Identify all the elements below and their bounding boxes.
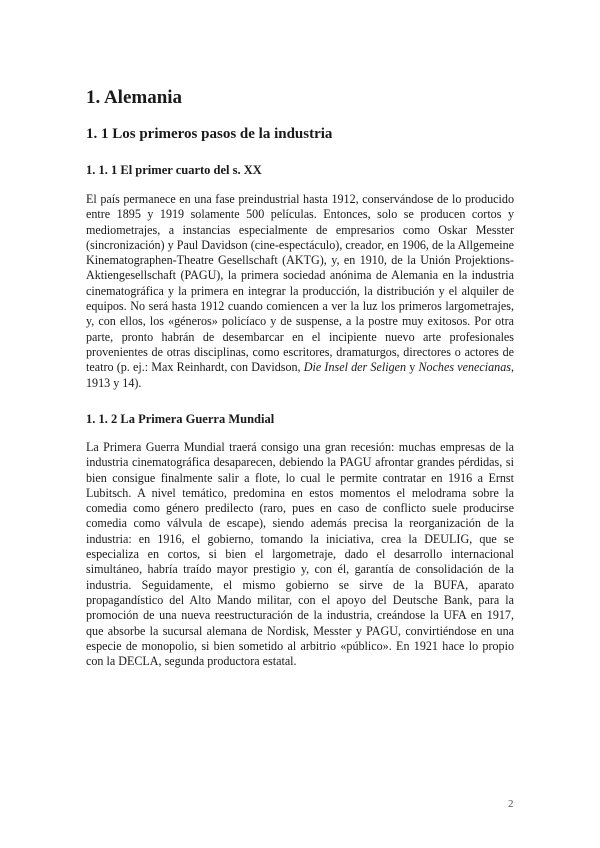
- subsection-title-1: 1. 1. 1 El primer cuarto del s. XX: [86, 163, 262, 177]
- paragraph-text-c: , 1913 y 14).: [86, 360, 514, 390]
- subsection-title-2: 1. 1. 2 La Primera Guerra Mundial: [86, 412, 275, 426]
- film-title-1: Die Insel der Seligen: [303, 360, 407, 375]
- chapter-title: 1. Alemania: [86, 87, 183, 108]
- section-title: 1. 1 Los primeros pasos de la industria: [86, 126, 333, 142]
- subsection-2-paragraph: La Primera Guerra Mundial traerá consigo una gran recesión: muchas empresas de la industria cinematográfica desaparecen, debiendo la PAGU afrontar grandes pérdidas, si bien consigue finalmente salir a flote, lo cual le permite contratar en 1916 a Ernst Lubitsch. A nivel temático, predomina en estos momentos el melodrama sobre la comedia como género predilecto (raro, pues en caso de conflicto suele producirse comedia como válvula de escape), siendo además precisa la reorganización de la industria: en 1916, el gobierno, tomando la iniciativa, crea la DEULIG, que se especializa en cortos, si bien el largometraje, dado el desarrollo internacional simultáneo, habría traído mayor prestigio y, con él, garantía de consolidación de la industria. Seguidamente, el mismo gobierno se sirve de la BUFA, aparato propagandístico del Alto Mando militar, con el apoyo del Deutsche Bank, para la promoción de una nueva reestructuración de la industria, creándose la UFA en 1917, que absorbe la sucursal alemana de Nordisk, Messter y PAGU, convirtiéndose en una especie de monopolio, si bien sometido al arbitrio «público». En 1921 hace lo propio con la DECLA, segunda productora estatal.: [86, 440, 514, 669]
- page-number: 2: [508, 798, 514, 810]
- paragraph-text-a: El país permanece en una fase preindustrial hasta 1912, conservándose de lo producido entre 1895 y 1919 solamente 500 películas. Entonces, solo se producen cortos y mediometrajes, a instancias especialmente de empresarios como Oskar Messter (sincronización) y Paul Davidson (cine-espectáculo), creador, en 1906, de la Allgemeine Kinematographen-Theatre Gesellschaft (AKTG), y, en 1910, de la Unión Projektions-Aktiengesellschaft (PAGU), la primera sociedad anónima de Alemania en la industria cinematográfica y la primera en integrar la producción, la distribución y el alquiler de equipos. No será hasta 1912 cuando comiencen a ver la luz los primeros largometrajes, y, con ellos, los «géneros» policíaco y de suspense, a la postre muy exitosos. Por otra parte, pronto habrán de desembarcar en el incipiente nuevo arte profesionales provenientes de otras disciplinas, como escritores, dramaturgos, directores o actores de teatro (p. ej.: Max Reinhardt, con Davidson,: [86, 192, 514, 375]
- film-title-2: Noches venecianas: [418, 360, 511, 375]
- paragraph-text-b: y: [406, 360, 419, 375]
- subsection-1-paragraph: [86, 192, 514, 391]
